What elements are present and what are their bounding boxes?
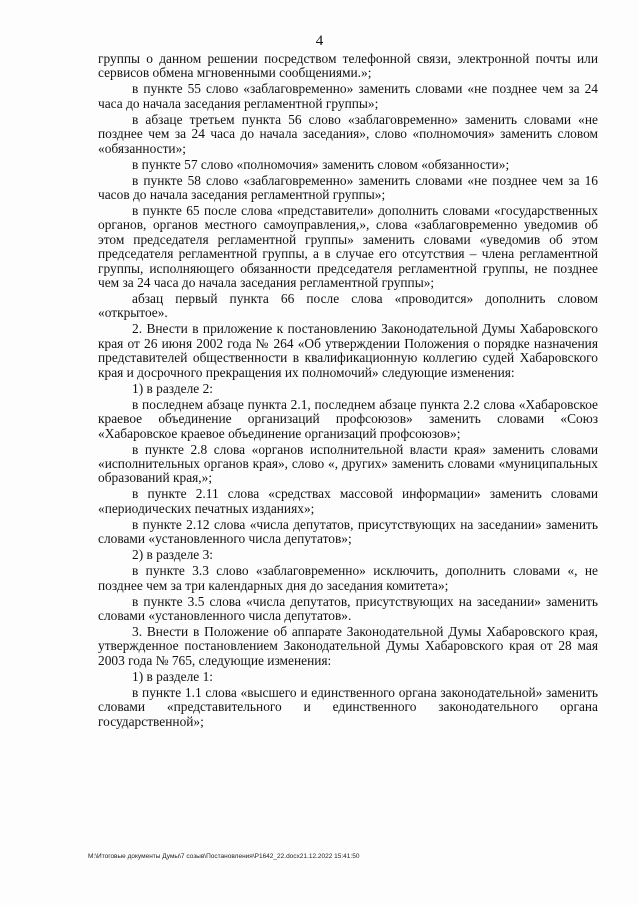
paragraph-section-3: 3. Внести в Положение об аппарате Законодательной Думы Хабаровского края, утвержденное постановлением Законодательной Думы Хабаровского края от 28 мая 2003 года № 765, следующие изменения:	[98, 623, 598, 668]
scan-corner-mark	[619, 4, 631, 10]
paragraph-item-2-1: в последнем абзаце пункта 2.1, последнем абзаце пункта 2.2 слова «Хабаровское краевое объединение организаций профсоюзов» заменить словами «Союз «Хабаровское краевое объединение организаций профсоюзов»;	[98, 396, 598, 441]
paragraph-item-2-12: в пункте 2.12 слова «числа депутатов, присутствующих на заседании» заменить словами «установленного числа депутатов»;	[98, 516, 598, 547]
paragraph-item-58: в пункте 58 слово «заблаговременно» заменить словами «не позднее чем за 16 часов до начала заседания регламентной группы»;	[98, 172, 598, 203]
paragraph-item-3-5: в пункте 3.5 слова «числа депутатов, присутствующих на заседании» заменить словами «установленного числа депутатов».	[98, 593, 598, 623]
paragraph-item-66: абзац первый пункта 66 после слова «проводится» дополнить словом «открытое».	[98, 291, 598, 321]
paragraph-item-1-1: в пункте 1.1 слова «высшего и единственного органа законодательной» заменить словами «представительного и единственного законодательного органа государственной»;	[98, 684, 598, 729]
paragraph-subsection-2-1: 1) в разделе 2:	[132, 380, 214, 396]
paragraph-item-2-8: в пункте 2.8 слова «органов исполнительной власти края» заменить словами «исполнительных органов края», слово «, других» заменить словами «муниципальных образований края,»;	[98, 441, 598, 486]
paragraph-item-55: в пункте 55 слово «заблаговременно» заменить словами «не позднее чем за 24 часа до начала заседания регламентной группы»;	[98, 81, 598, 111]
page-number: 4	[315, 33, 324, 49]
paragraph-section-2: 2. Внести в приложение к постановлению Законодательной Думы Хабаровского края от 26 июня 2002 года № 264 «Об утверждении Положения о порядке назначения представителей общественности в квалификационную коллегию судей Хабаровского края и досрочного прекращения их полномочий» следующие изменения:	[98, 321, 598, 380]
paragraph-subsection-2-2: 2) в разделе 3:	[132, 547, 214, 563]
paragraph-continuation: группы о данном решении посредством телефонной связи, электронной почты или сервисов обмена мгновенными сообщениями.»;	[98, 51, 598, 81]
paragraph-item-2-11: в пункте 2.11 слова «средствах массовой информации» заменить словами «периодических печатных изданиях»;	[98, 486, 598, 516]
file-path-footer: M:\Итоговые документы Думы\7 созыв\Постановления\P1642_22.docx21.12.2022 15:41:50	[88, 853, 360, 860]
paragraph-item-57: в пункте 57 слово «полномочия» заменить словом «обязанности»;	[132, 156, 510, 172]
paragraph-subsection-3-1: 1) в разделе 1:	[132, 668, 214, 684]
paragraph-item-3-3: в пункте 3.3 слово «заблаговременно» исключить, дополнить словами «, не позднее чем за три календарных дня до заседания комитета»;	[98, 563, 598, 593]
document-body	[98, 52, 598, 731]
paragraph-item-56: в абзаце третьем пункта 56 слово «заблаговременно» заменить словами «не позднее чем за 24 часа до начала заседания», слово «полномочия» заменить словом «обязанности»;	[98, 111, 598, 156]
paragraph-item-65: в пункте 65 после слова «представители» дополнить словами «государственных органов, органов местного самоуправления,», слова «заблаговременно уведомив об этом председателя регламентной группы» заменить словами «уведомив об этом председателя регламентной группы, а в случае его отсутствия – члена регламентной группы, исполняющего обязанности председателя регламентной группы, не позднее чем за 24 часа до начала заседания регламентной группы»;	[98, 203, 598, 291]
